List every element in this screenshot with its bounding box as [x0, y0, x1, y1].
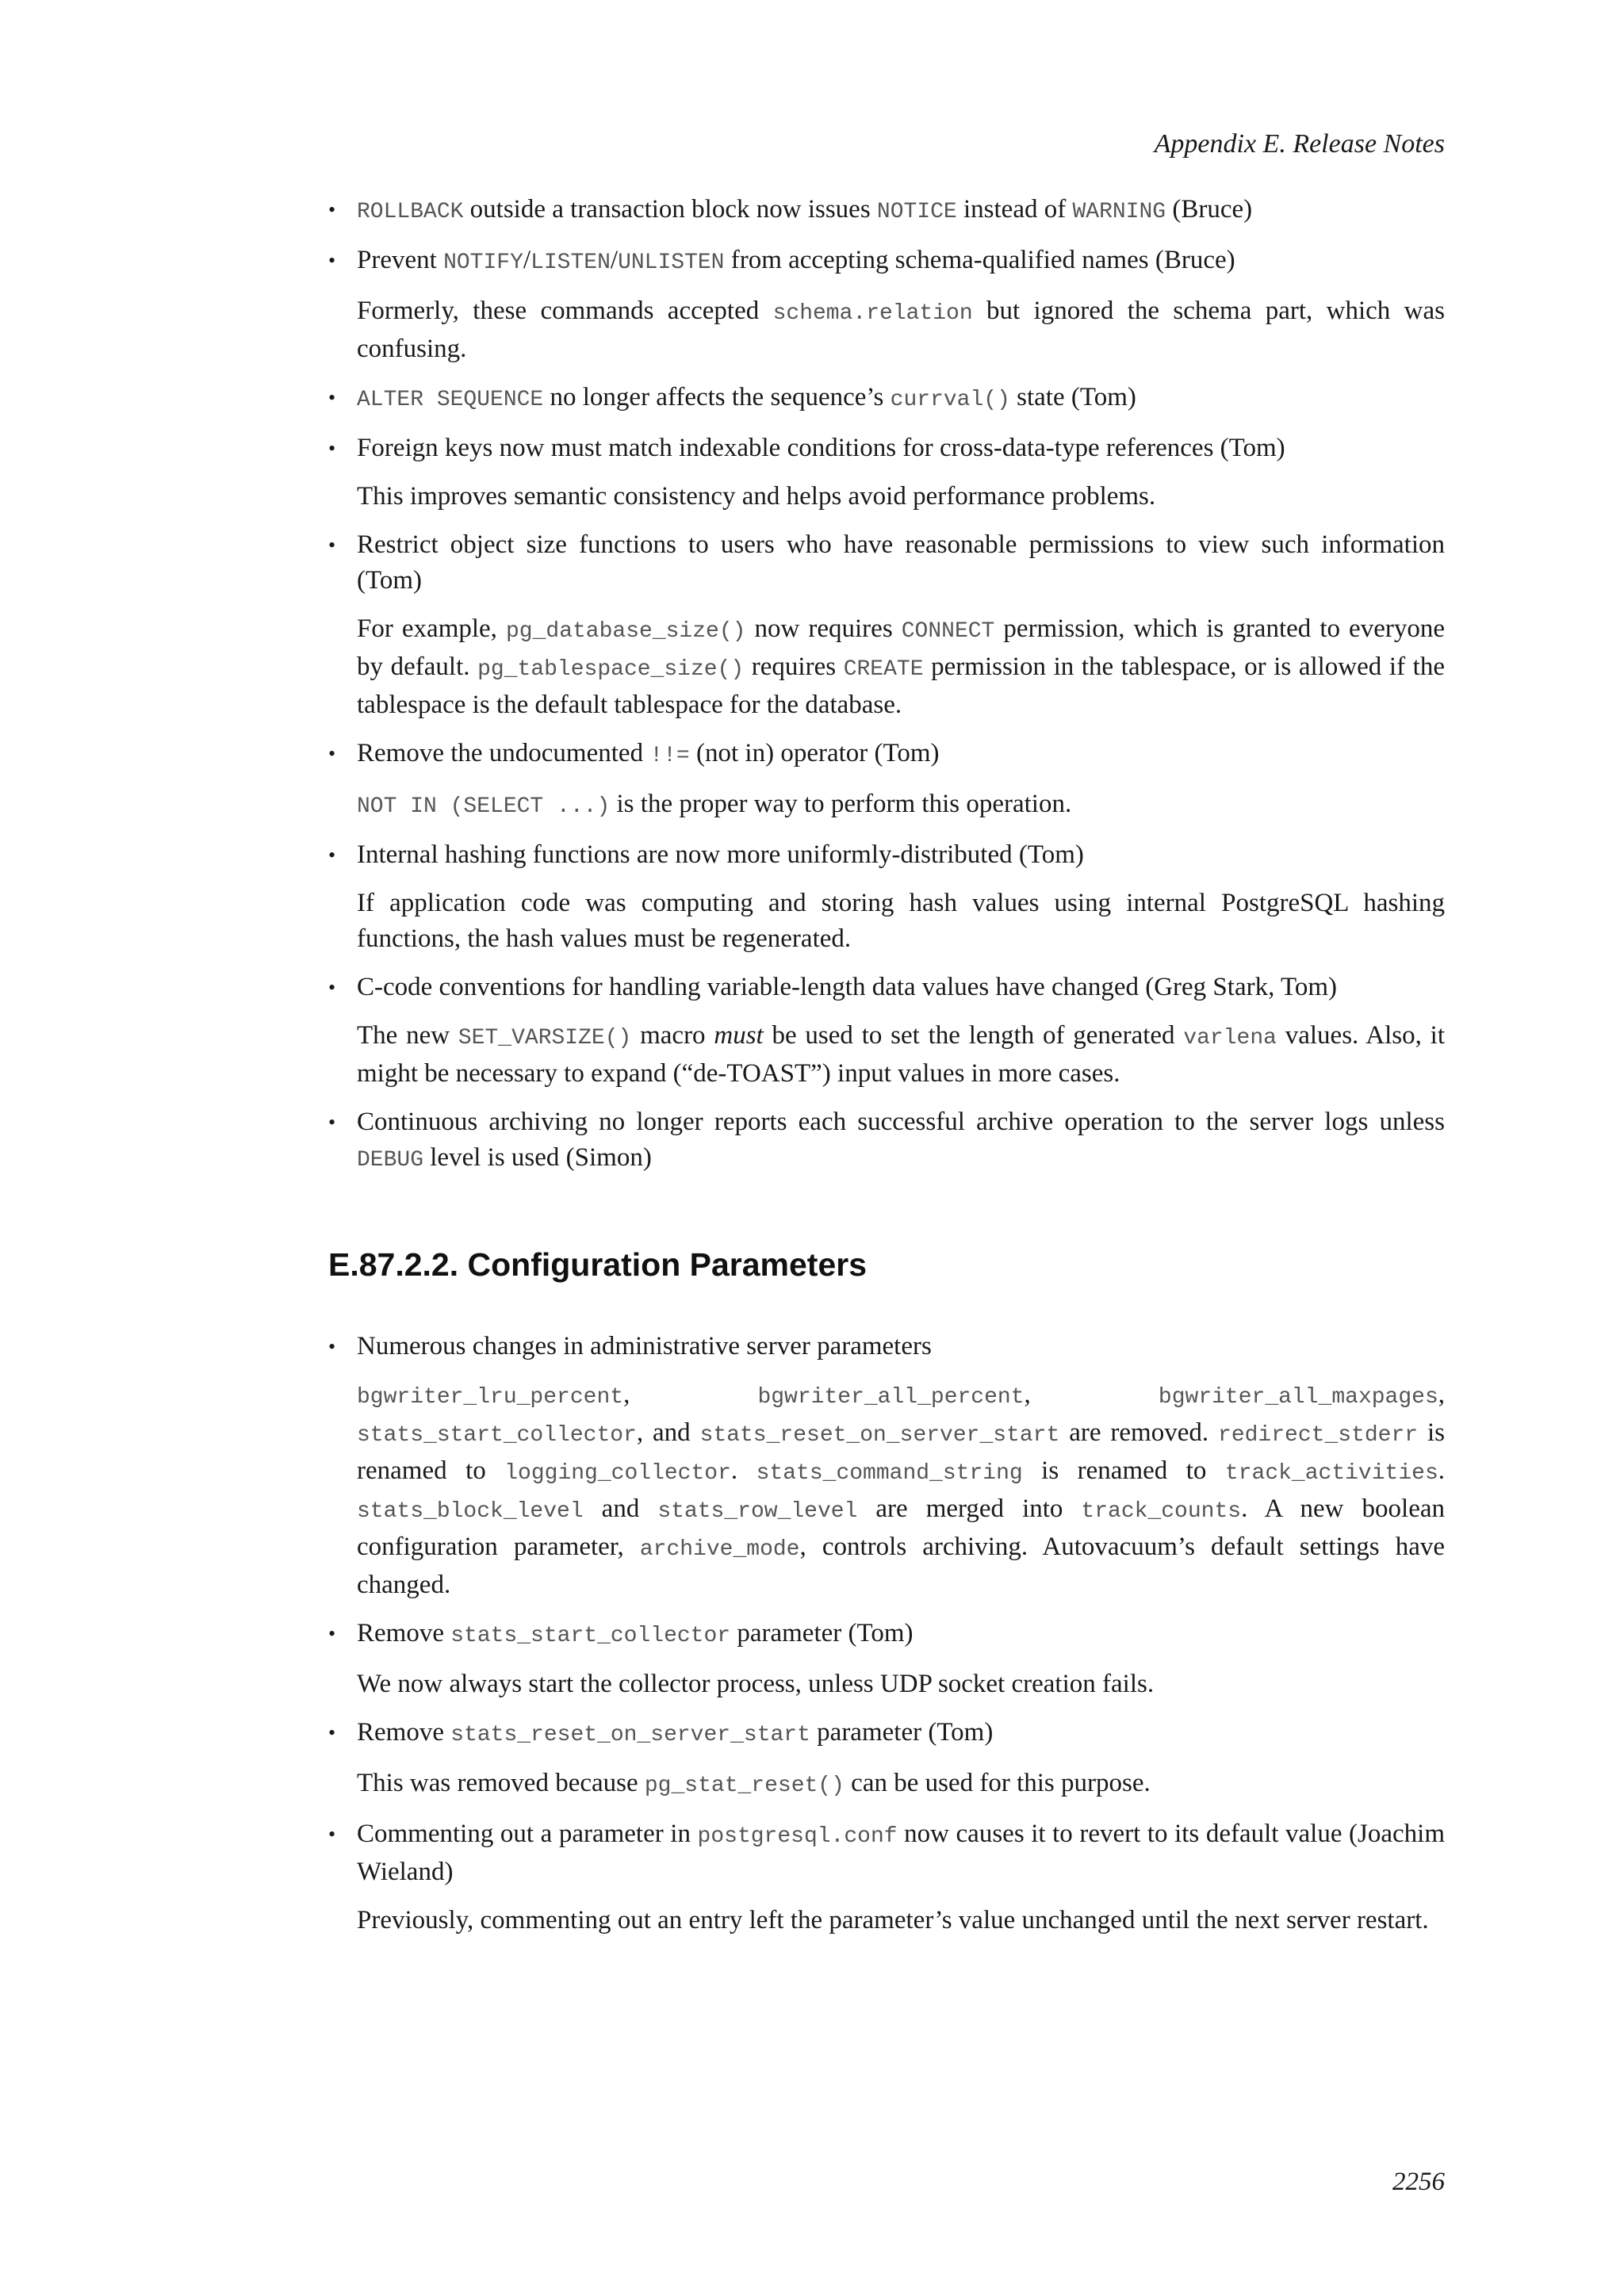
list-item [328, 1715, 1445, 1804]
list-item-text: • Prevent NOTIFY/LISTEN/UNLISTEN from accepting schema-qualified names (Bruce) [357, 246, 1235, 275]
page-number: 2256 [1392, 2168, 1445, 2196]
list-item [328, 970, 1445, 1092]
list-item-text: • Numerous changes in administrative server parameters [357, 1332, 932, 1360]
page-content [328, 192, 1445, 1951]
list-item-text: • Remove stats_reset_on_server_start parameter (Tom) [357, 1718, 994, 1747]
list-item-detail: Previously, commenting out an entry left the parameter’s value unchanged until the next server restart. [357, 1906, 1429, 1934]
list-item [328, 837, 1445, 957]
change-list-incompatibilities [328, 192, 1445, 1178]
list-item [328, 1104, 1445, 1178]
list-item-detail: We now always start the collector process, unless UDP socket creation fails. [357, 1670, 1155, 1698]
list-item-text: • ALTER SEQUENCE no longer affects the sequence’s currval() state (Tom) [357, 383, 1136, 412]
running-header: Appendix E. Release Notes [1154, 129, 1445, 159]
list-item [328, 1329, 1445, 1603]
list-item-detail: bgwriter_lru_percent, bgwriter_all_percent, bgwriter_all_maxpages, stats_start_collector, and stats_reset_on_server_start are removed. redirect_stderr is renamed to logging_collector. stats_command_string is renamed to track_activities. stats_block_level and stats_row_level are merged into track_counts. A new boolean configuration parameter, archive_mode, controls archiving. Autovacuum’s default settings have changed. [357, 1380, 1446, 1599]
list-item-detail: For example, pg_database_size() now requires CONNECT permission, which is granted to everyone by default. pg_tablespace_size() requires CREATE permission in the tablespace, or is allowed if the tablespace is the default tablespace for the database. [357, 614, 1445, 719]
list-item-detail: NOT IN (SELECT ...) is the proper way to perform this operation. [357, 790, 1072, 819]
list-item-text: • Internal hashing functions are now more uniformly-distributed (Tom) [357, 840, 1084, 869]
list-item-text: • C-code conventions for handling variable-length data values have changed (Greg Stark, Tom) [357, 973, 1338, 1001]
list-item [328, 192, 1445, 230]
change-list-configuration [328, 1329, 1445, 1938]
list-item-text: • Continuous archiving no longer reports each successful archive operation to the server logs unless DEBUG level is used (Simon) [357, 1108, 1445, 1173]
list-item-detail: This improves semantic consistency and helps avoid performance problems. [357, 482, 1156, 511]
list-item-text: • Foreign keys now must match indexable conditions for cross-data-type references (Tom) [357, 434, 1285, 462]
list-item [328, 1616, 1445, 1702]
list-item-detail: The new SET_VARSIZE() macro must be used to set the length of generated varlena values. Also, it might be necessary to expand (“de-TOAST”) input values in more cases. [357, 1021, 1445, 1088]
list-item [328, 736, 1445, 825]
section-heading: E.87.2.2. Configuration Parameters [328, 1246, 868, 1283]
list-item-text: • Commenting out a parameter in postgresql.conf now causes it to revert to its default value (Joachim Wieland) [357, 1820, 1445, 1886]
list-item [328, 380, 1445, 418]
list-item-detail: This was removed because pg_stat_reset() can be used for this purpose. [357, 1769, 1151, 1798]
list-item [328, 243, 1445, 367]
list-item-text: • Remove stats_start_collector parameter (Tom) [357, 1619, 914, 1648]
list-item-text: • ROLLBACK outside a transaction block now issues NOTICE instead of WARNING (Bruce) [357, 195, 1253, 224]
list-item-detail: Formerly, these commands accepted schema.relation but ignored the schema part, which was confusing. [357, 297, 1445, 363]
list-item [328, 430, 1445, 515]
list-item [328, 527, 1445, 723]
list-item [328, 1816, 1445, 1938]
list-item-detail: If application code was computing and storing hash values using internal PostgreSQL hashing functions, the hash values must be regenerated. [357, 889, 1445, 953]
list-item-text: • Remove the undocumented !!= (not in) operator (Tom) [357, 739, 940, 768]
list-item-text: • Restrict object size functions to users who have reasonable permissions to view such information (Tom) [357, 530, 1445, 595]
